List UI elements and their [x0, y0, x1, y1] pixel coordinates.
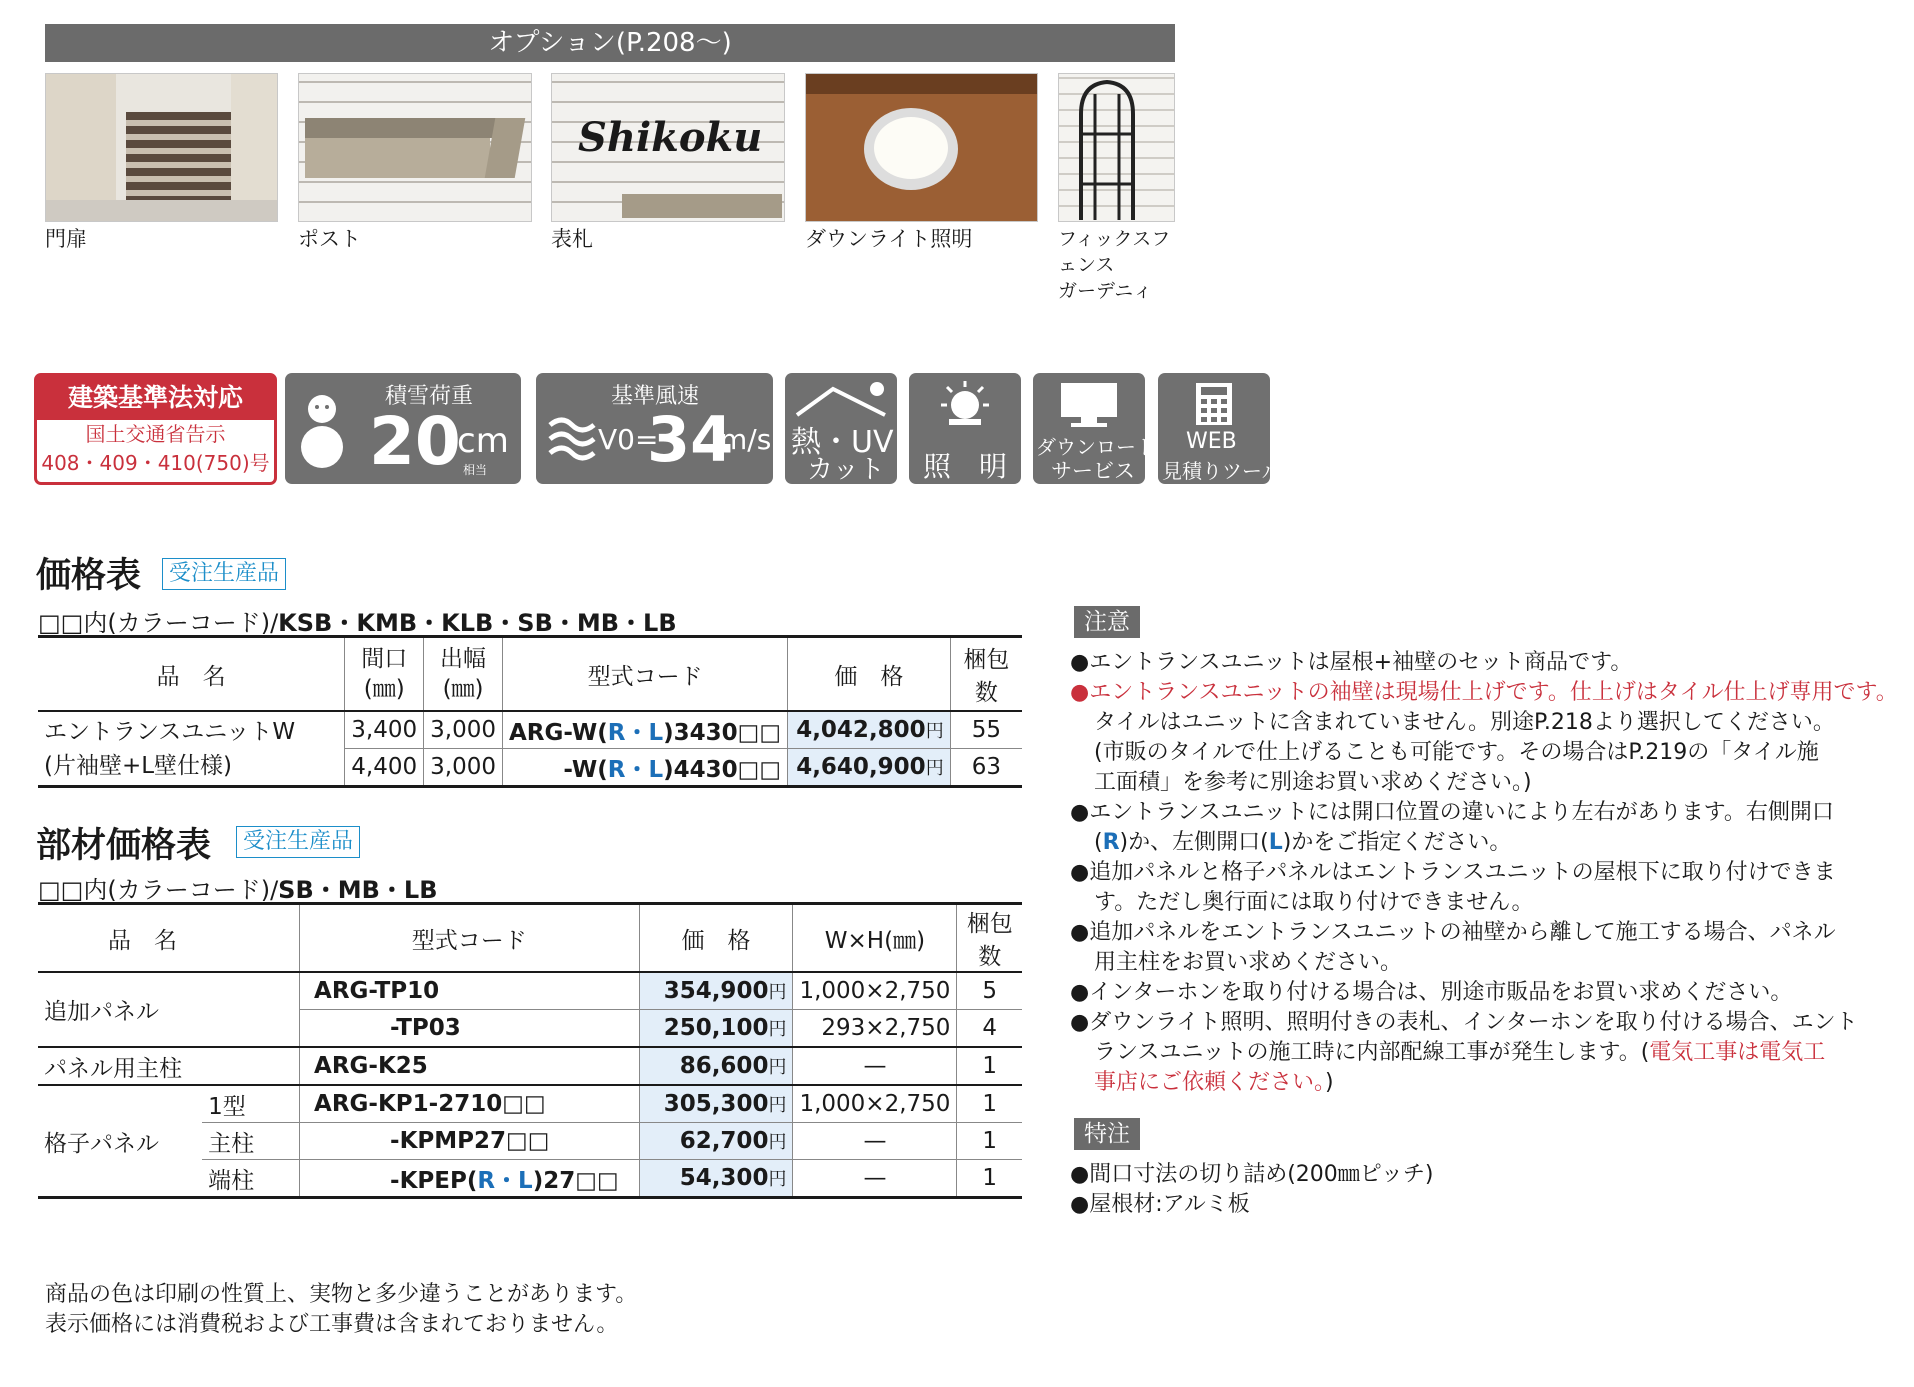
monitor-icon: [1057, 381, 1121, 429]
col-header: 品 名: [108, 927, 177, 954]
option-fence[interactable]: [1058, 73, 1175, 304]
price-value: 4,640,900: [796, 754, 926, 780]
snow-load-value: 20: [369, 403, 461, 480]
note-text: (: [1094, 830, 1103, 855]
option-label: ダウンライト照明: [805, 227, 973, 251]
caution-note: ●エントランスユニットは屋根+袖壁のセット商品です。: [1070, 650, 1633, 675]
sub-type-cell: 端柱: [208, 1167, 255, 1194]
price-value: 4,042,800: [796, 717, 926, 743]
download-line2: サービス: [1051, 459, 1135, 483]
model-code-cell: [502, 749, 787, 787]
made-to-order-tag: 受注生産品: [162, 558, 286, 590]
qty-cell: 63: [950, 749, 1022, 787]
nameplate-text: Shikoku: [578, 114, 763, 161]
download-line1: ダウンロード: [1036, 435, 1156, 459]
price-value: 54,300: [679, 1165, 769, 1191]
lighting-badge: [909, 373, 1021, 484]
uv-cut-badge: [785, 373, 897, 484]
product-spec: (片袖壁+L壁仕様): [44, 752, 233, 779]
code-pre: -KPEP(: [390, 1167, 478, 1194]
made-to-order-tag: 受注生産品: [236, 826, 360, 858]
option-label: 門扉: [45, 227, 87, 251]
code-post: )27□□: [532, 1167, 619, 1194]
footer-note: 商品の色は印刷の性質上、実物と多少違うことがあります。: [45, 1282, 638, 1307]
price-value: 86,600: [679, 1053, 769, 1079]
option-nameplate[interactable]: [551, 73, 785, 252]
note-text: )か、左側開口(: [1119, 830, 1269, 855]
option-label: ポスト: [298, 227, 361, 251]
qty-cell: 1: [957, 1047, 1022, 1085]
size-cell: 1,000×2,750: [793, 972, 957, 1010]
nameplate-photo: [551, 73, 785, 222]
web-line1: WEB: [1186, 429, 1237, 454]
snow-load-title: 積雪荷重: [385, 384, 474, 409]
width-cell: 4,400: [345, 749, 424, 787]
col-header: 型式コード: [300, 904, 640, 973]
special-order-heading: 特注: [1074, 1118, 1140, 1150]
yen-unit: 円: [768, 1095, 787, 1116]
option-gate[interactable]: [45, 73, 278, 252]
law-badge: [34, 373, 277, 485]
wind-speed-prefix: V0=: [598, 423, 659, 456]
caution-note: タイルはユニットに含まれていません。別途P.218より選択してください。: [1094, 710, 1835, 735]
uv-cut-icon: [793, 379, 889, 419]
caution-heading: 注意: [1074, 606, 1140, 638]
footer-notes: [45, 1280, 945, 1340]
price-table: [38, 635, 1022, 788]
group-name: パネル用主柱: [44, 1055, 182, 1082]
option-post[interactable]: [298, 73, 532, 252]
subtitle-codes: KSB・KMB・KLB・SB・MB・LB: [278, 609, 677, 637]
options-header: オプション(P.208〜): [45, 24, 1175, 62]
option-downlight[interactable]: [805, 73, 1038, 252]
qty-cell: 4: [957, 1010, 1022, 1048]
col-header: 出幅 (㎜): [424, 637, 503, 712]
caution-note: す。ただし奥行面には取り付けできません。: [1094, 890, 1534, 915]
parts-table-subtitle: [38, 870, 438, 905]
size-cell: 1,000×2,750: [793, 1085, 957, 1123]
option-label: フィックスフェンス ガーデニィ: [1058, 228, 1171, 302]
calculator-icon: [1194, 381, 1234, 427]
note-text-red: 電気工事は電気工: [1649, 1040, 1826, 1065]
caution-note: [1070, 1038, 1900, 1068]
model-code-cell: -KPMP27□□: [300, 1123, 640, 1160]
light-icon: [935, 379, 995, 439]
price-value: 250,100: [663, 1015, 769, 1041]
code-post: )3430□□: [663, 719, 782, 746]
price-table-subtitle: [38, 603, 677, 638]
parts-table: [38, 902, 1022, 1199]
col-header: 型式コード: [502, 637, 787, 712]
yen-unit: 円: [768, 1169, 787, 1190]
wind-speed-title: 基準風速: [611, 384, 700, 409]
table-row: [38, 1047, 1022, 1085]
code-pre: -W(: [563, 756, 608, 783]
model-code-cell: [502, 711, 787, 749]
table-header-row: [38, 637, 1022, 712]
subtitle-prefix: □□内(カラーコード)/: [38, 609, 279, 637]
wind-speed-unit: m/s: [720, 423, 772, 456]
price-value: 305,300: [663, 1091, 769, 1117]
col-header: 間口 (㎜): [345, 637, 424, 712]
col-header: 梱包数: [950, 637, 1022, 712]
table-row: [38, 1085, 1022, 1123]
special-order-notes: [1070, 1160, 1900, 1220]
law-badge-line3: 408・409・410(750)号: [41, 451, 270, 475]
size-cell: —: [793, 1047, 957, 1085]
rl-code: R・L: [607, 719, 664, 746]
subtitle-codes: SB・MB・LB: [278, 876, 438, 904]
caution-note: ●インターホンを取り付ける場合は、別途市販品をお買い求めください。: [1070, 980, 1793, 1005]
qty-cell: 5: [957, 972, 1022, 1010]
group-name: 追加パネル: [38, 972, 300, 1047]
wind-speed-badge: [536, 373, 773, 484]
yen-unit: 円: [768, 1132, 787, 1153]
yen-unit: 円: [768, 1057, 787, 1078]
col-header: 価 格: [639, 904, 793, 973]
col-header: W×H(㎜): [793, 904, 957, 973]
size-cell: —: [793, 1160, 957, 1198]
right-code: R: [1102, 830, 1120, 855]
web-estimate-badge: [1158, 373, 1282, 484]
wind-speed-value: 34: [647, 403, 734, 476]
sub-type-cell: 1型: [208, 1093, 246, 1120]
note-text: )かをご指定ください。: [1282, 830, 1512, 855]
code-post: )4430□□: [663, 756, 782, 783]
price-value: 62,700: [679, 1128, 769, 1154]
caution-note: [1070, 828, 1900, 858]
model-code-cell: -TP03: [300, 1010, 640, 1048]
price-cell: [639, 972, 793, 1010]
law-badge-title: 建築基準法対応: [37, 376, 274, 420]
parts-table-title: 部材価格表: [36, 826, 212, 866]
size-cell: 293×2,750: [793, 1010, 957, 1048]
lighting-label: 照 明: [923, 450, 1008, 483]
price-cell: [639, 1010, 793, 1048]
yen-unit: 円: [925, 721, 944, 742]
caution-note-red: ●エントランスユニットの袖壁は現場仕上げです。仕上げはタイル仕上げ専用です。: [1070, 680, 1898, 705]
col-header: 価 格: [788, 637, 951, 712]
caution-note: ●ダウンライト照明、照明付きの表札、インターホンを取り付ける場合、エント: [1070, 1010, 1858, 1035]
note-text-red: 事店にご依頼ください。: [1094, 1070, 1326, 1095]
qty-cell: 55: [950, 711, 1022, 749]
price-cell: [639, 1047, 793, 1085]
law-badge-line2: 国土交通省告示: [85, 422, 226, 446]
downlight-photo: [805, 73, 1038, 222]
option-label: 表札: [551, 227, 593, 251]
qty-cell: 1: [957, 1160, 1022, 1198]
caution-note: [1070, 1068, 1900, 1098]
special-order-note: ●屋根材:アルミ板: [1070, 1192, 1250, 1217]
product-name-cell: [38, 711, 345, 787]
uv-cut-line1: 熱・UV: [791, 425, 894, 460]
left-code: L: [1268, 830, 1283, 855]
size-cell: —: [793, 1123, 957, 1160]
caution-note: ●追加パネルをエントランスユニットの袖壁から離して施工する場合、パネル: [1070, 920, 1836, 945]
gate-photo: [45, 73, 278, 222]
note-text: ): [1325, 1070, 1334, 1095]
product-name: エントランスユニットW: [44, 718, 296, 745]
mailbox-photo: [298, 73, 532, 222]
subtitle-prefix: □□内(カラーコード)/: [38, 876, 279, 904]
price-cell: [639, 1085, 793, 1123]
col-header: 品 名: [156, 663, 226, 690]
price-value: 354,900: [663, 978, 769, 1004]
table-row: [38, 972, 1022, 1010]
special-order-note: ●間口寸法の切り詰め(200㎜ピッチ): [1070, 1162, 1434, 1187]
depth-cell: 3,000: [424, 749, 503, 787]
rl-code: R・L: [607, 756, 664, 783]
width-cell: 3,400: [345, 711, 424, 749]
caution-note: ●エントランスユニットには開口位置の違いにより左右があります。右側開口: [1070, 800, 1834, 825]
price-table-title: 価格表: [36, 556, 142, 596]
yen-unit: 円: [768, 1019, 787, 1040]
rl-code: R・L: [477, 1167, 533, 1194]
sub-type-cell: 主柱: [208, 1130, 255, 1157]
yen-unit: 円: [925, 758, 944, 779]
snow-load-note: 相当: [463, 463, 488, 477]
caution-note: 工面積」を参考に別途お買い求めください。): [1094, 770, 1532, 795]
group-name: 格子パネル: [44, 1130, 159, 1157]
snowman-icon: [299, 389, 345, 471]
table-row: [38, 711, 1022, 749]
uv-cut-line2: カット: [807, 455, 885, 485]
code-pre: ARG-W(: [508, 719, 608, 746]
note-text: ランスユニットの施工時に内部配線工事が発生します。(: [1094, 1040, 1650, 1065]
col-header: 梱包数: [957, 904, 1022, 973]
caution-note: 用主柱をお買い求めください。: [1094, 950, 1403, 975]
snow-load-unit: cm: [457, 421, 509, 461]
depth-cell: 3,000: [424, 711, 503, 749]
wind-icon: [546, 413, 596, 463]
price-cell: [788, 749, 951, 787]
caution-note: (市販のタイルで仕上げることも可能です。その場合はP.219の「タイル施: [1094, 740, 1819, 765]
price-cell: [639, 1160, 793, 1198]
model-code-cell: ARG-K25: [300, 1047, 640, 1085]
snow-load-badge: [285, 373, 521, 484]
yen-unit: 円: [768, 982, 787, 1003]
footer-note: 表示価格には消費税および工事費は含まれておりません。: [45, 1312, 619, 1337]
price-cell: [788, 711, 951, 749]
model-code-cell: ARG-TP10: [300, 972, 640, 1010]
fence-photo: [1058, 73, 1175, 222]
caution-notes: [1070, 648, 1900, 1098]
table-header-row: [38, 904, 1022, 973]
download-badge: [1033, 373, 1156, 484]
web-line2: 見積りツール: [1162, 459, 1282, 483]
qty-cell: 1: [957, 1123, 1022, 1160]
model-code-cell: ARG-KP1-2710□□: [300, 1085, 640, 1123]
price-cell: [639, 1123, 793, 1160]
qty-cell: 1: [957, 1085, 1022, 1123]
model-code-cell: [300, 1160, 640, 1198]
caution-note: ●追加パネルと格子パネルはエントランスユニットの屋根下に取り付けできま: [1070, 860, 1836, 885]
